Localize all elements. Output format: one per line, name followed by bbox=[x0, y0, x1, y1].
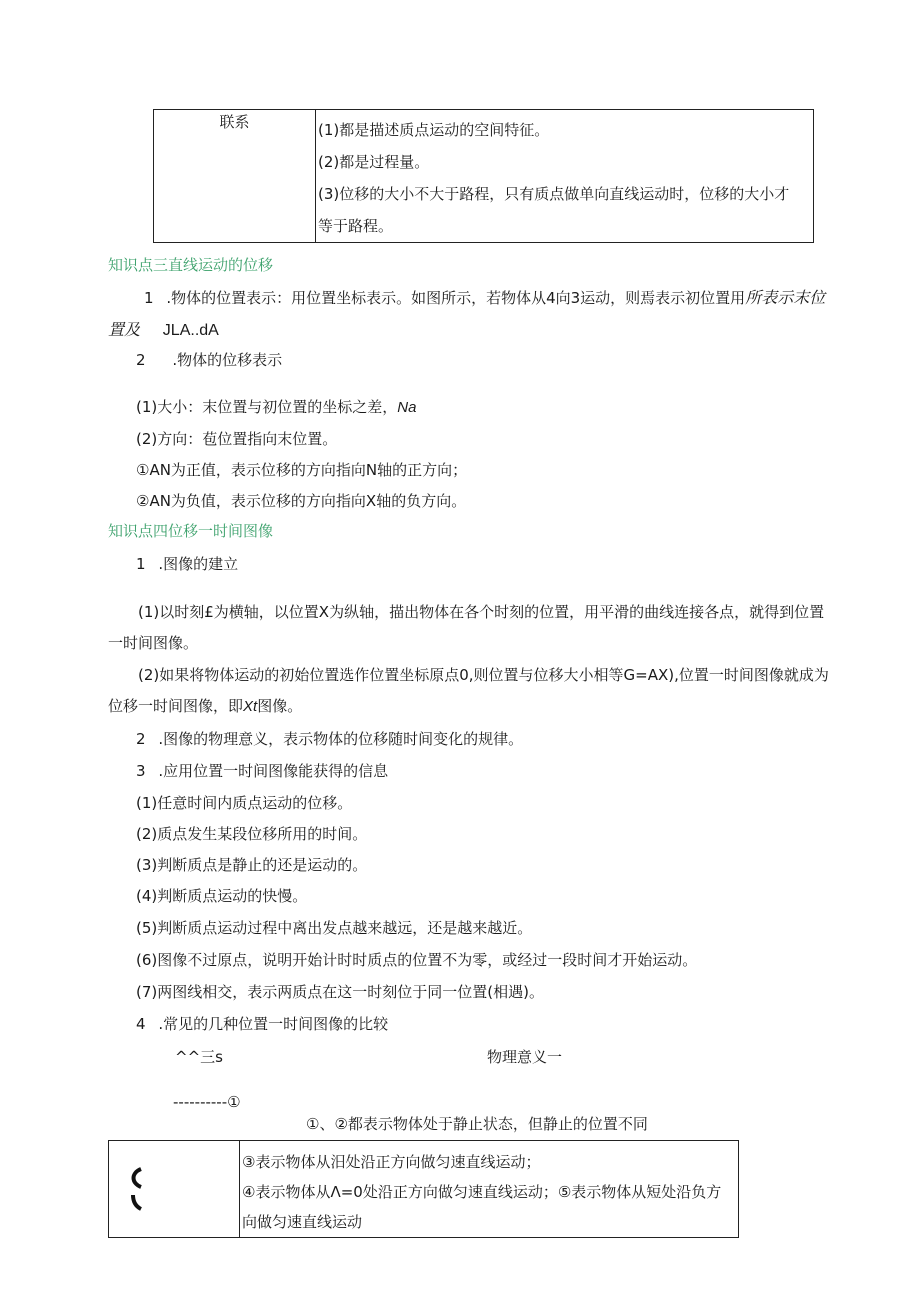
s4-p4-text: .常见的几种位置一时间图像的比较 bbox=[158, 1015, 389, 1033]
graph-meaning-line: ④表示物体从Λ=0处沿正方向做匀速直线运动；⑤表示物体从短处沿负方 bbox=[242, 1183, 722, 1201]
section4-p2 bbox=[136, 728, 523, 749]
graph-meaning-line: ③表示物体从汨处沿正方向做匀速直线运动； bbox=[242, 1153, 541, 1171]
relation-label-cell bbox=[154, 110, 316, 243]
graph-meaning-cell bbox=[240, 1141, 739, 1238]
direction-line: (2)方向：苞位置指向末位置。 bbox=[136, 430, 338, 448]
s4-p2-text: .图像的物理意义，表示物体的位移随时间变化的规律。 bbox=[158, 730, 524, 748]
dash-label: ----------① bbox=[173, 1093, 241, 1111]
p1b-line2-italic: Xt bbox=[243, 698, 258, 715]
info-item: (1)任意时间内质点运动的位移。 bbox=[136, 794, 353, 812]
section4-heading: 知识点四位移一时间图像 bbox=[108, 522, 274, 540]
s4-p1a-line2: 一时间图像。 bbox=[108, 634, 199, 652]
compare-col-left: ^^三s bbox=[175, 1048, 223, 1066]
relation-label: 联系 bbox=[219, 113, 250, 131]
s4-p3-num: 3 bbox=[136, 762, 146, 780]
s4-p3-text: .应用位置一时间图像能获得的信息 bbox=[158, 762, 389, 780]
info-item: (6)图像不过原点，说明开始计时时质点的位置不为零，或经过一段时间才开始运动。 bbox=[136, 951, 698, 969]
negative-line: ②AN为负值，表示位移的方向指向X轴的负方向。 bbox=[136, 492, 467, 510]
meaning-1-2: ①、②都表示物体处于静止状态，但静止的位置不同 bbox=[306, 1115, 648, 1133]
s4-p4-num: 4 bbox=[136, 1015, 146, 1033]
p1-cont-italic: 置及 bbox=[108, 322, 141, 339]
positive-line: ①AN为正值，表示位移的方向指向N轴的正方向； bbox=[136, 461, 468, 479]
info-item: (3)判断质点是静止的还是运动的。 bbox=[136, 856, 368, 874]
section3-p2 bbox=[136, 349, 282, 370]
p1-text: .物体的位置表示：用位置坐标表示。如图所示，若物体从4向3运动，则焉表示初位置用 bbox=[166, 289, 746, 307]
p2-num: 2 bbox=[136, 351, 146, 369]
size-italic: Na bbox=[397, 399, 417, 416]
info-item: (5)判断质点运动过程中离出发点越来越远，还是越来越近。 bbox=[136, 919, 533, 937]
s4-p2-num: 2 bbox=[136, 730, 146, 748]
p2-text: .物体的位移表示 bbox=[172, 351, 283, 369]
s4-p1a-line1: (1)以时刻£为横轴，以位置X为纵轴，描出物体在各个时刻的位置，用平滑的曲线连接各点，就得到位置 bbox=[138, 603, 825, 621]
s4-p1b-line2 bbox=[108, 695, 302, 716]
section3-p1-cont bbox=[108, 317, 219, 340]
compare-col-right: 物理意义一 bbox=[487, 1048, 563, 1066]
s4-p1-text: .图像的建立 bbox=[158, 555, 239, 573]
relation-line: (2)都是过程量。 bbox=[318, 153, 430, 171]
p1b-line2-pre: 位移一时间图像，即 bbox=[108, 697, 244, 715]
relation-line: (3)位移的大小不大于路程，只有质点做单向直线运动时，位移的大小才 bbox=[318, 185, 790, 203]
info-item: (4)判断质点运动的快慢。 bbox=[136, 887, 308, 905]
section4-p1 bbox=[136, 553, 238, 574]
info-item: (2)质点发生某段位移所用的时间。 bbox=[136, 825, 368, 843]
p1-italic: 所表示末位 bbox=[745, 290, 826, 307]
p1b-line2-post: 图像。 bbox=[257, 697, 303, 715]
size-text: (1)大小：末位置与初位置的坐标之差， bbox=[136, 398, 398, 416]
s4-p1-num: 1 bbox=[136, 555, 146, 573]
s4-p1b-line1: (2)如果将物体运动的初始位置选作位置坐标原点0,则位置与位移大小相等G=AX),位置一时间图像就成为 bbox=[138, 666, 829, 684]
section4-p4 bbox=[136, 1013, 388, 1034]
graph-compare-table bbox=[108, 1140, 739, 1238]
relation-table bbox=[153, 109, 814, 243]
section3-p1 bbox=[144, 285, 825, 308]
graph-meaning-line: 向做匀速直线运动 bbox=[242, 1213, 363, 1231]
p1-num: 1 bbox=[144, 289, 154, 307]
section3-heading: 知识点三直线运动的位移 bbox=[108, 256, 274, 274]
section4-p3 bbox=[136, 760, 388, 781]
relation-line: (1)都是描述质点运动的空间特征。 bbox=[318, 121, 550, 139]
p1-cont: JLA..dA bbox=[162, 322, 219, 339]
graph-cell bbox=[109, 1141, 240, 1238]
relation-line: 等于路程。 bbox=[318, 217, 394, 235]
relation-content-cell bbox=[316, 110, 814, 243]
graph-line-icon bbox=[129, 1167, 143, 1211]
info-item: (7)两图线相交，表示两质点在这一时刻位于同一位置(相遇)。 bbox=[136, 983, 544, 1001]
size-line bbox=[136, 396, 416, 417]
